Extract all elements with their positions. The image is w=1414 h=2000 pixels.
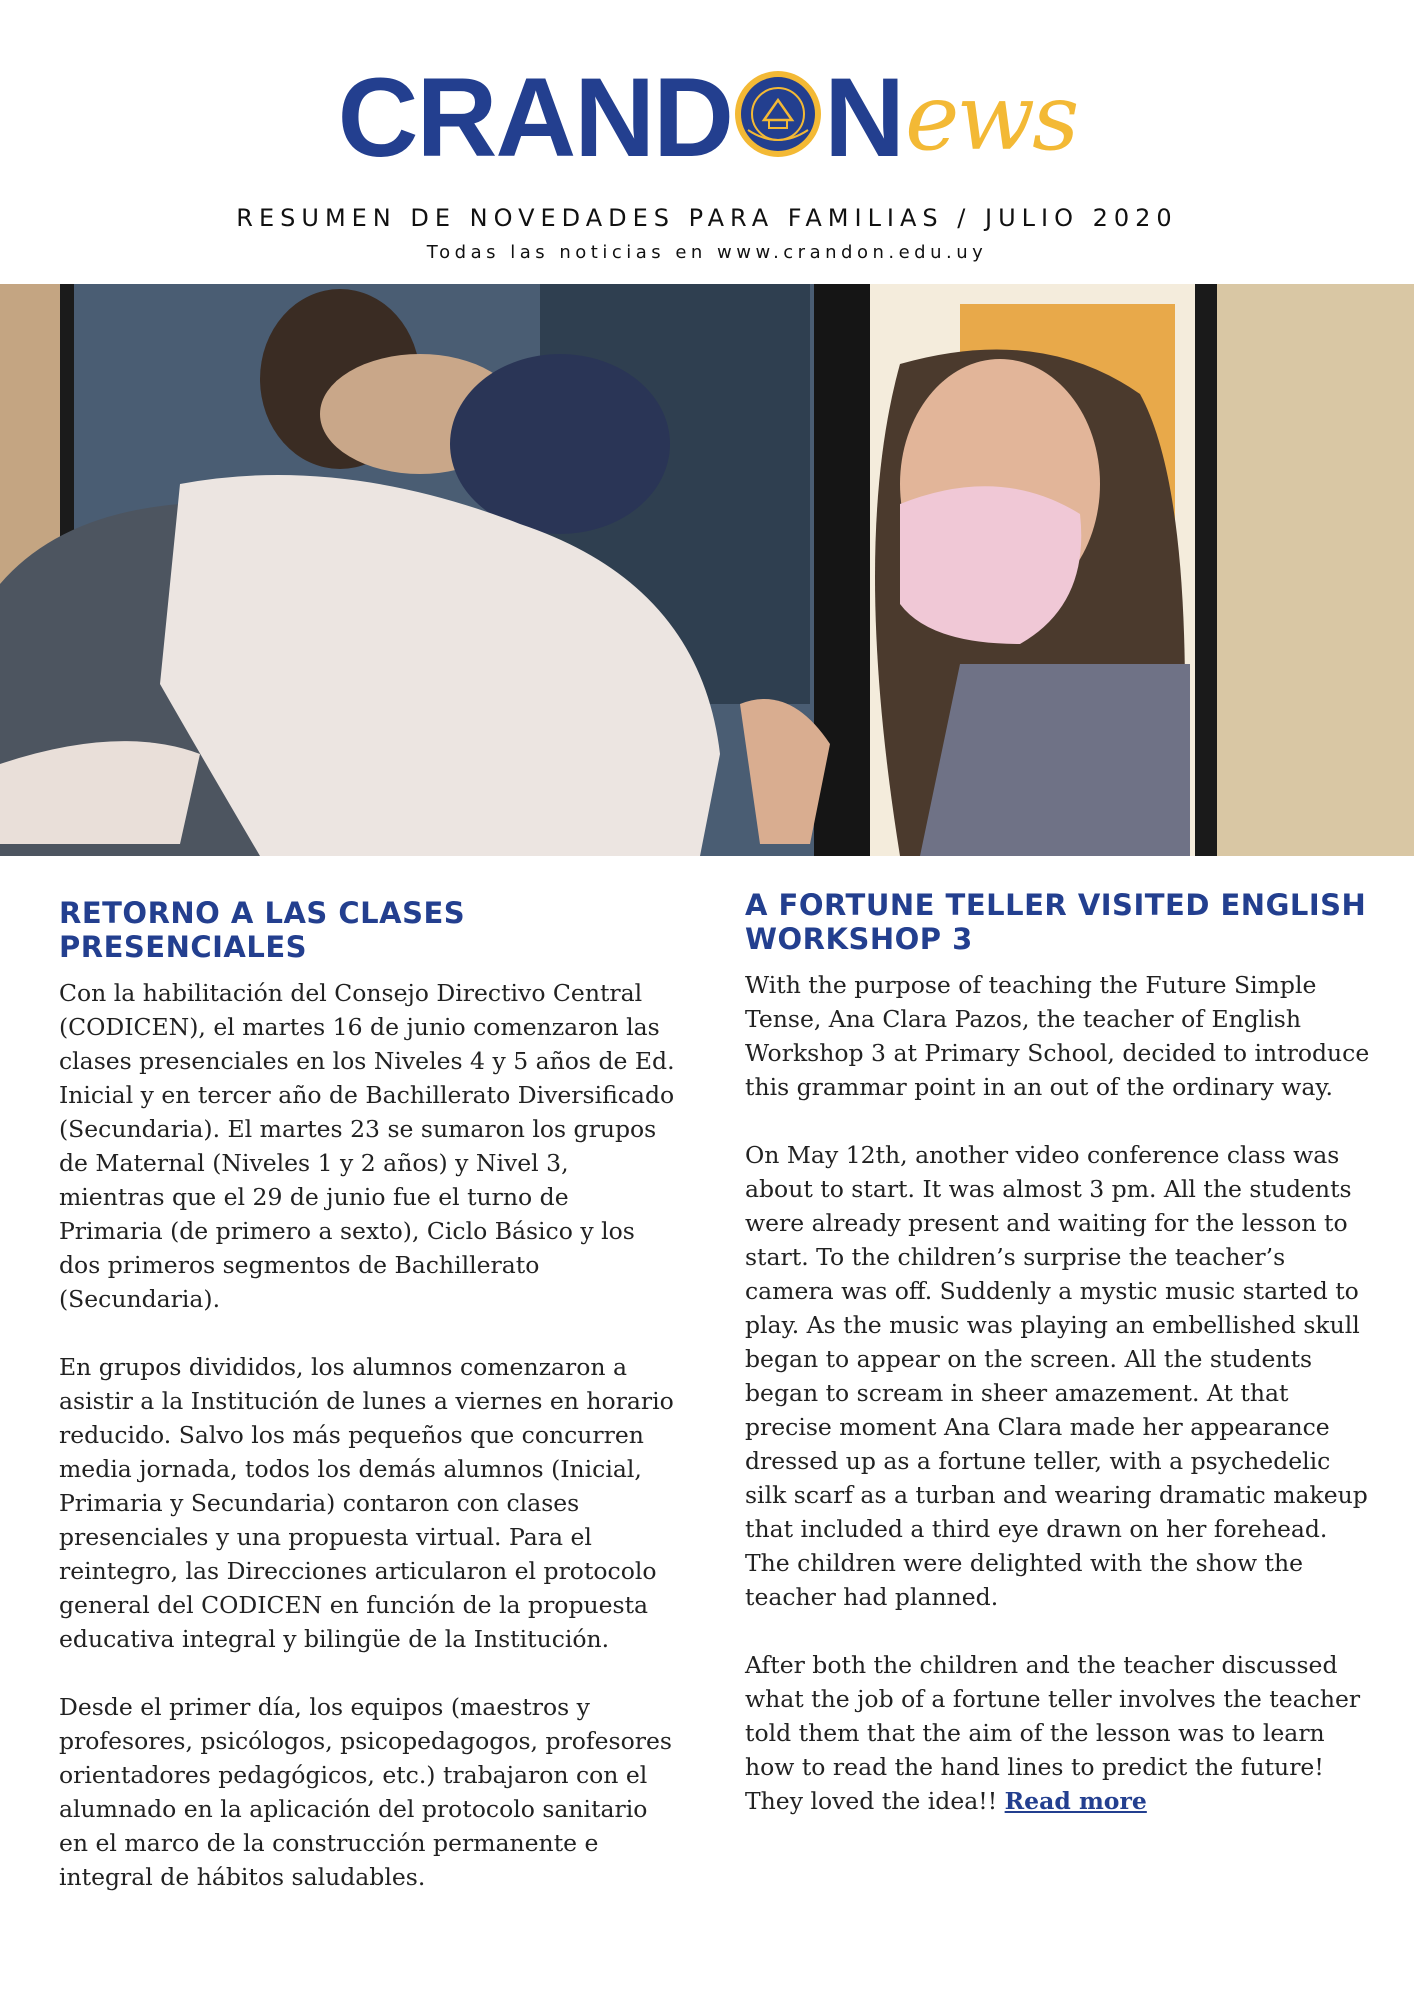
article-paragraph: On May 12th, another video conference class was about to start. It was almost 3 pm. All the students were already present and waiting for the lesson to start. To the children’s surprise the teacher’s camera was off. Suddenly a mystic music started to play. As the music was playing an embellished skull began to appear on the screen. All the students began to scream in sheer amazement. At that precise moment Ana Clara made her appearance dressed up as a fortune teller, with a psychedelic silk scarf as a turban and wearing dramatic makeup that included a third eye drawn on her forehead. The children were delighted with the show the teacher had planned.	[745, 1141, 1368, 1611]
article-paragraph: Con la habilitación del Consejo Directivo Central (CODICEN), el martes 16 de junio comenzaron las clases presenciales en los Niveles 4 y 5 años de Ed. Inicial y en tercer año de Bachillerato Diversificado (Secundaria). El martes 23 se sumaron los grupos de Maternal (Niveles 1 y 2 años) y Nivel 3, mientras que el 29 de junio fue el turno de Primaria (de primero a sexto), Ciclo Básico y los dos primeros segmentos de Bachillerato (Secundaria).	[59, 979, 675, 1313]
crandon-seal-icon	[734, 70, 822, 158]
brand-name-part2: N	[824, 55, 905, 180]
newsletter-subtitle: RESUMEN DE NOVEDADES PARA FAMILIAS / JULIO 2020	[236, 204, 1178, 232]
masthead-logo	[0, 55, 1414, 180]
hero-photo-icon	[0, 284, 1414, 856]
brand-name-part3: ews	[904, 64, 1077, 171]
brand-name-part1: CRAND	[337, 55, 733, 180]
article-paragraph: Desde el primer día, los equipos (maestros y profesores, psicólogos, psicopedagogos, profesores orientadores pedagógicos, etc.) trabajaron con el alumnado en la aplicación del protocolo sanitario en el marco de la construcción permanente e integral de hábitos saludables.	[59, 1693, 672, 1891]
article-paragraph-text: After both the children and the teacher discussed what the job of a fortune teller involves the teacher told them that the aim of the lesson was to learn how to read the hand lines to predict the future! They loved the idea!!	[745, 1651, 1361, 1815]
read-more-link[interactable]: Read more	[1004, 1787, 1147, 1815]
article-fortune-teller	[745, 888, 1370, 1852]
article-paragraph: En grupos divididos, los alumnos comenzaron a asistir a la Institución de lunes a viernes en horario reducido. Salvo los más pequeños que concurren media jornada, todos los demás alumnos (Inicial, Primaria y Secundaria) contaron con clases presenciales y una propuesta virtual. Para el reintegro, las Direcciones articularon el protocolo general del CODICEN en función de la propuesta educativa integral y bilingüe de la Institución.	[59, 1353, 674, 1653]
article-paragraph: With the purpose of teaching the Future Simple Tense, Ana Clara Pazos, the teacher of English Workshop 3 at Primary School, decided to introduce this grammar point in an out of the ordinary way.	[745, 971, 1370, 1101]
website-line: Todas las noticias en www.crandon.edu.uy	[426, 242, 988, 263]
article-paragraph-final	[745, 1648, 1370, 1818]
article-retorno	[59, 896, 679, 1928]
article-title: RETORNO A LAS CLASES PRESENCIALES	[59, 896, 466, 964]
article-title: A FORTUNE TELLER VISITED ENGLISH WORKSHOP 3	[745, 888, 1367, 956]
